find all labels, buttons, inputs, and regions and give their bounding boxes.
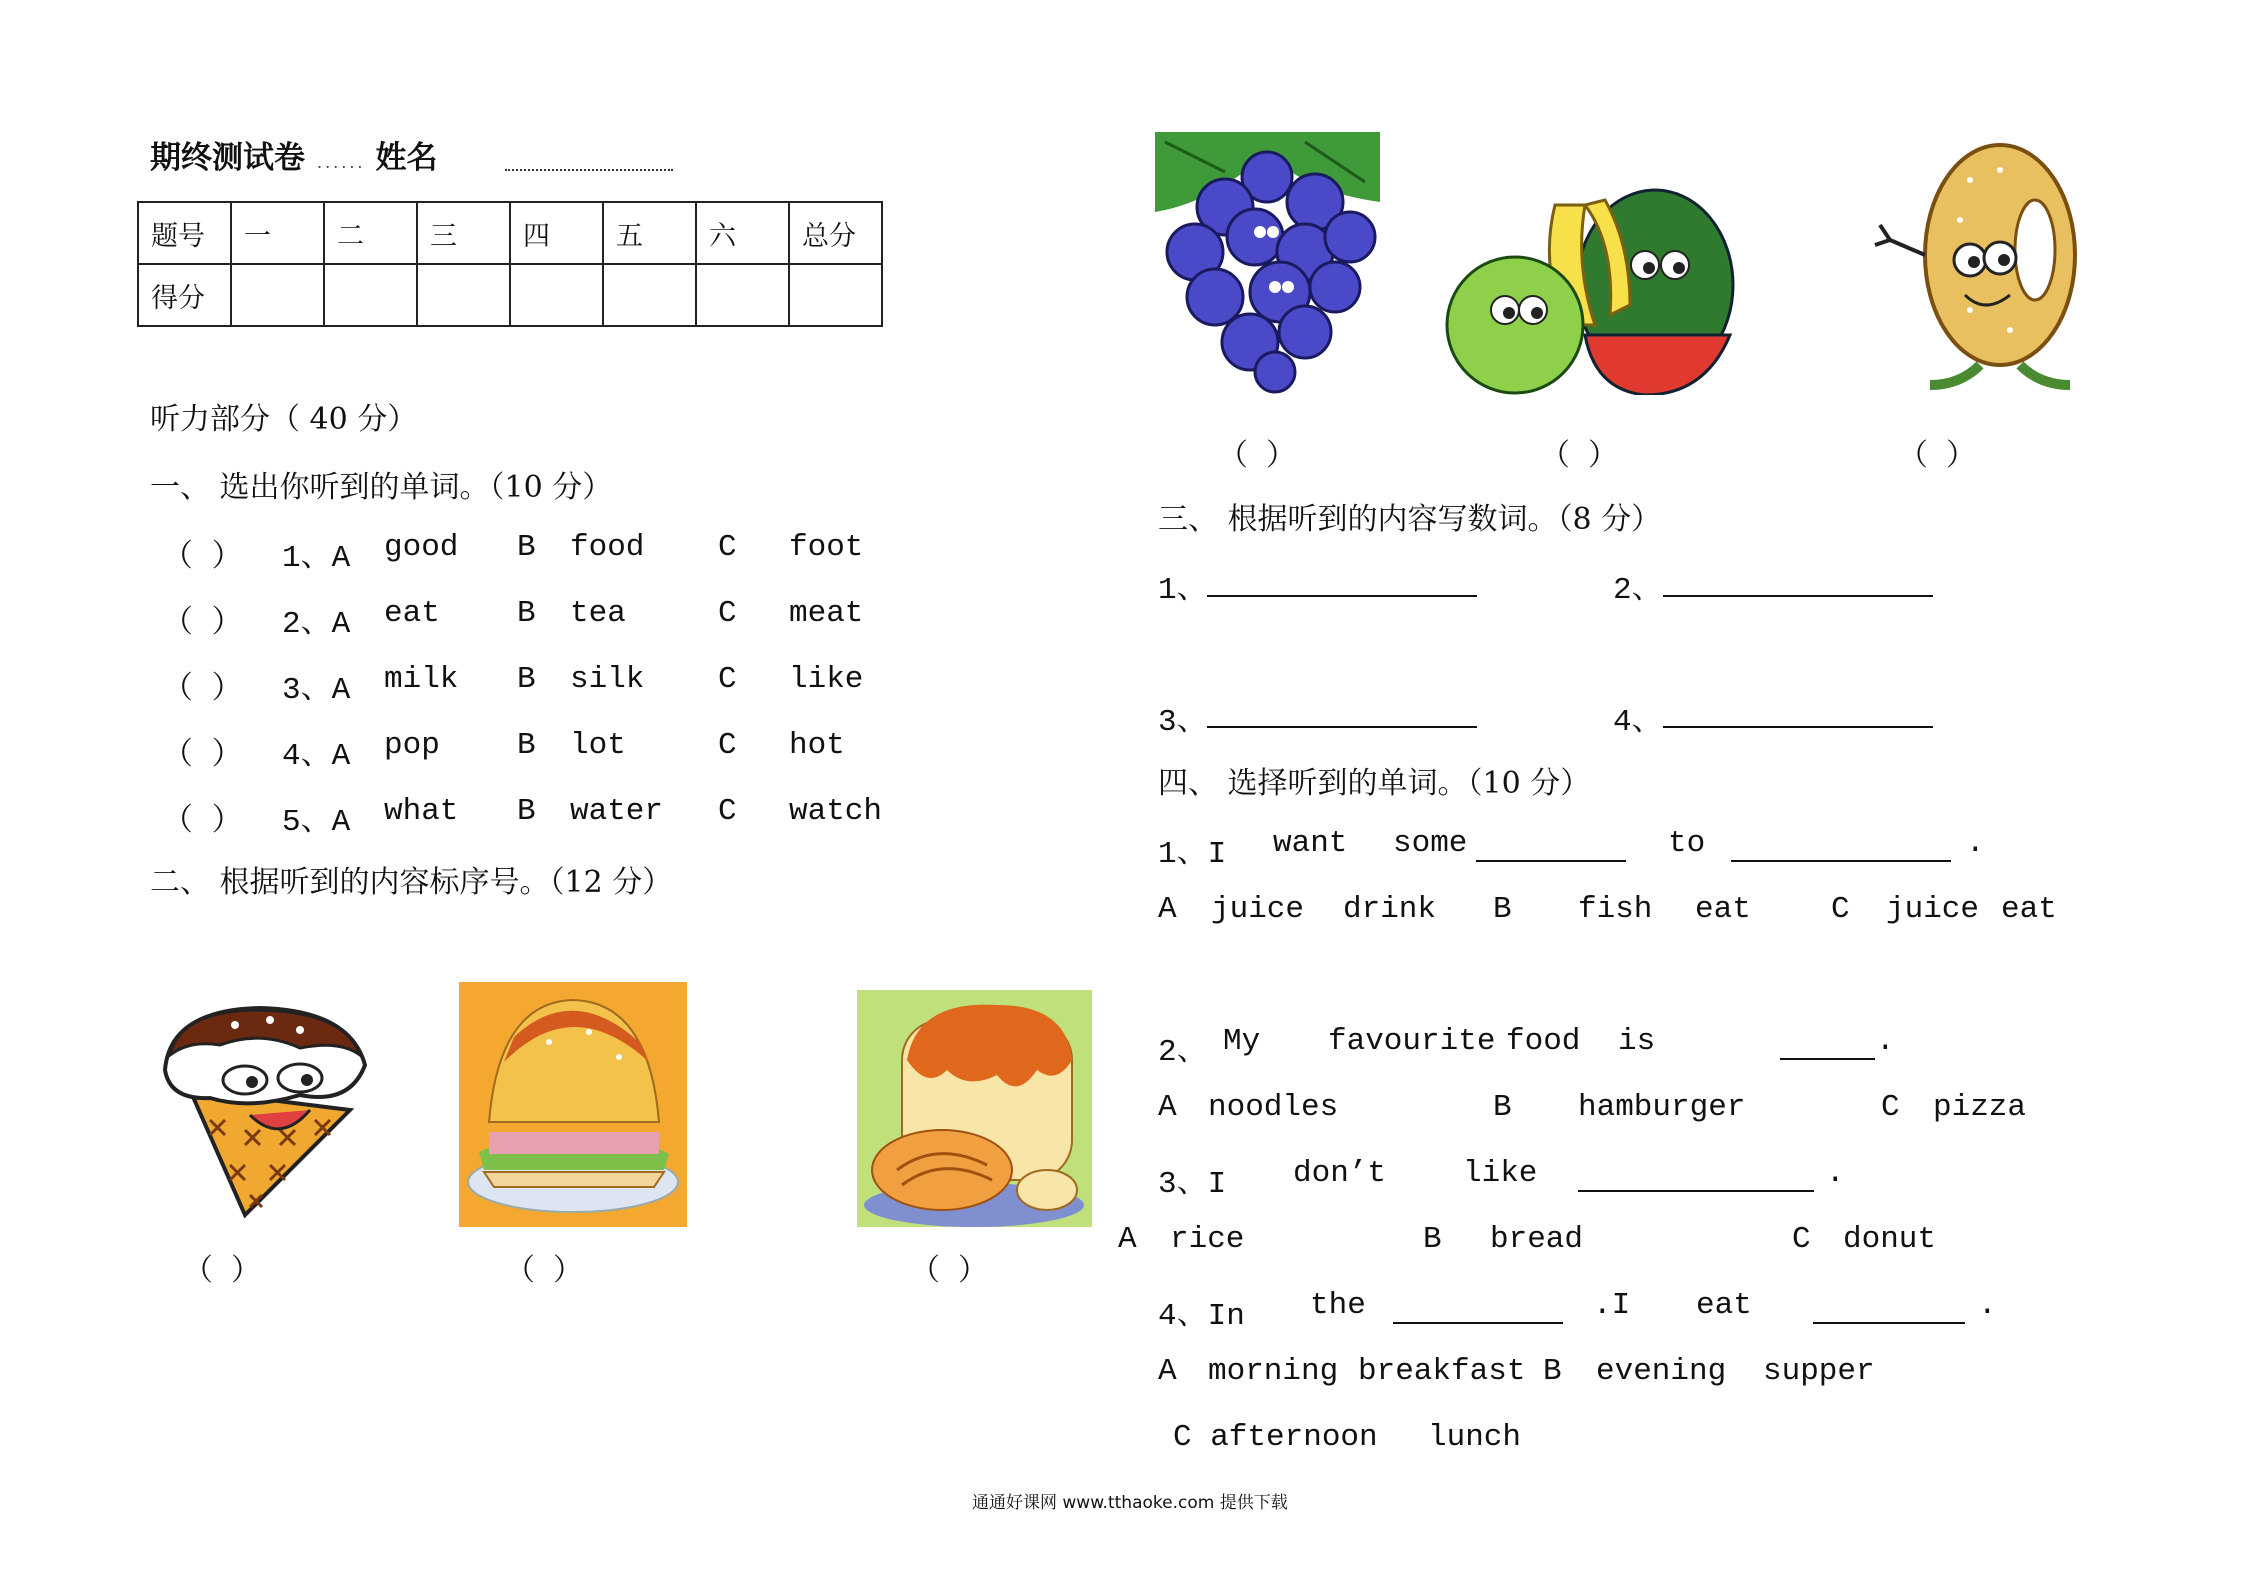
exam-title: 期终测试卷 <box>150 140 305 176</box>
q-word: some <box>1393 826 1468 861</box>
blank-label-2: 2、 <box>1613 573 1663 608</box>
q-word: eat <box>1696 1288 1752 1323</box>
option-word: rice <box>1170 1222 1245 1257</box>
table-cell: 题号 <box>138 202 231 264</box>
option-word: supper <box>1763 1354 1875 1389</box>
answer-paren[interactable]: （ ） <box>162 739 243 774</box>
hamburger-icon <box>459 982 687 1227</box>
q-word: . <box>1826 1156 1845 1191</box>
option-label: C <box>1881 1090 1900 1125</box>
q-word: 4、In <box>1158 1299 1245 1334</box>
option-word: juice <box>1211 892 1305 927</box>
grapes-icon <box>1155 132 1380 394</box>
table-cell: 总分 <box>789 202 882 264</box>
answer-blank[interactable] <box>1393 1322 1563 1324</box>
answer-paren[interactable]: （ ） <box>1540 441 1619 475</box>
answer-paren[interactable]: （ ） <box>1898 441 1977 475</box>
option-b: water <box>570 794 664 829</box>
q-word: 2、 <box>1158 1035 1208 1070</box>
score-input-cell[interactable] <box>231 264 324 326</box>
answer-paren[interactable]: （ ） <box>505 1256 584 1290</box>
option-b: tea <box>570 596 626 631</box>
options-1 <box>1158 892 2058 932</box>
table-row <box>138 264 882 326</box>
ice-cream-cone-icon <box>150 1000 380 1225</box>
option-b-label: B <box>517 596 536 631</box>
option-a: good <box>384 530 459 565</box>
option-word: donut <box>1843 1222 1937 1257</box>
answer-paren[interactable]: （ ） <box>162 673 243 708</box>
number-blank-4[interactable] <box>1663 726 1933 728</box>
options-3 <box>1118 1222 2018 1262</box>
blank-label-4: 4、 <box>1613 705 1663 740</box>
q-word: favourite <box>1328 1024 1496 1059</box>
option-label: B <box>1423 1222 1442 1257</box>
option-word: lunch <box>1428 1420 1522 1455</box>
option-label: C <box>1792 1222 1811 1257</box>
score-input-cell[interactable] <box>603 264 696 326</box>
table-cell: 四 <box>510 202 603 264</box>
option-b-label: B <box>517 728 536 763</box>
q-word: like <box>1463 1156 1538 1191</box>
name-label: 姓名 <box>375 140 438 176</box>
blank-label-3: 3、 <box>1158 705 1208 740</box>
option-word: juice <box>1886 892 1980 927</box>
fruit-group-icon <box>1445 185 1735 395</box>
q-word: don’t <box>1293 1156 1387 1191</box>
q-word: 1、I <box>1158 837 1227 872</box>
answer-blank[interactable] <box>1813 1322 1965 1324</box>
answer-blank[interactable] <box>1731 860 1951 862</box>
question-4 <box>1158 1288 2058 1334</box>
option-label: B <box>1493 1090 1512 1125</box>
q-word: .I <box>1593 1288 1631 1323</box>
option-label: A <box>1158 1354 1177 1389</box>
page-title <box>150 132 438 177</box>
option-c: hot <box>789 728 845 763</box>
option-label: A <box>1118 1222 1137 1257</box>
option-word: pizza <box>1933 1090 2027 1125</box>
option-word: C afternoon <box>1173 1420 1378 1455</box>
options-2 <box>1158 1090 2058 1130</box>
q-word: want <box>1273 826 1348 861</box>
section1-heading: 一、 选出你听到的单词。（10 分） <box>150 470 613 505</box>
question-2 <box>1158 1024 2058 1070</box>
score-input-cell[interactable] <box>696 264 789 326</box>
options-4 <box>1158 1354 2058 1394</box>
answer-paren[interactable]: （ ） <box>1218 441 1297 475</box>
table-row <box>138 202 882 264</box>
q-word: . <box>1978 1288 1997 1323</box>
option-c: foot <box>789 530 864 565</box>
option-word: hamburger <box>1578 1090 1746 1125</box>
question-3 <box>1158 1156 2058 1202</box>
score-input-cell[interactable] <box>417 264 510 326</box>
option-label: B <box>1493 892 1512 927</box>
q-word: the <box>1310 1288 1366 1323</box>
option-b-label: B <box>517 794 536 829</box>
section2-heading: 二、 根据听到的内容标序号。（12 分） <box>150 865 673 900</box>
option-c-label: C <box>718 530 737 565</box>
option-c-label: C <box>718 596 737 631</box>
option-c: like <box>789 662 864 697</box>
q-word: is <box>1618 1024 1656 1059</box>
option-word: eat <box>1695 892 1751 927</box>
option-b: silk <box>570 662 645 697</box>
option-c-label: C <box>718 794 737 829</box>
option-b-label: B <box>517 530 536 565</box>
q-word: 3、I <box>1158 1167 1227 1202</box>
option-word: drink <box>1343 892 1437 927</box>
score-input-cell[interactable] <box>324 264 417 326</box>
bread-icon <box>857 990 1092 1227</box>
score-input-cell[interactable] <box>510 264 603 326</box>
answer-paren[interactable]: （ ） <box>183 1256 262 1290</box>
option-c: watch <box>789 794 883 829</box>
option-word: evening <box>1596 1354 1727 1389</box>
option-word: bread <box>1490 1222 1584 1257</box>
option-b-label: B <box>517 662 536 697</box>
score-table <box>137 201 883 327</box>
section3-heading: 三、 根据听到的内容写数词。（8 分） <box>1158 502 1662 537</box>
table-cell: 一 <box>231 202 324 264</box>
option-word: noodles <box>1208 1090 1339 1125</box>
answer-blank[interactable] <box>1780 1058 1875 1060</box>
option-label: B <box>1543 1354 1562 1389</box>
item-number: 4、A <box>282 739 351 774</box>
q-word: . <box>1966 826 1985 861</box>
q-word: to <box>1668 826 1706 861</box>
blank-label-1: 1、 <box>1158 573 1208 608</box>
option-a: what <box>384 794 459 829</box>
section4-heading: 四、 选择听到的单词。（10 分） <box>1158 766 1591 801</box>
item-number: 2、A <box>282 607 351 642</box>
option-a: milk <box>384 662 459 697</box>
table-cell: 五 <box>603 202 696 264</box>
score-input-cell[interactable] <box>789 264 882 326</box>
question-1 <box>1158 826 2058 872</box>
footer-credit: 通通好课网 www.tthaoke.com 提供下载 <box>972 1493 1288 1513</box>
option-label: C <box>1831 892 1850 927</box>
item-number: 3、A <box>282 673 351 708</box>
option-b: lot <box>570 728 626 763</box>
answer-blank[interactable] <box>1578 1190 1814 1192</box>
option-word: eat <box>2001 892 2057 927</box>
table-cell: 得分 <box>138 264 231 326</box>
option-label: A <box>1158 892 1177 927</box>
q-word: food <box>1506 1024 1581 1059</box>
item-number: 5、A <box>282 805 351 840</box>
answer-paren[interactable]: （ ） <box>162 607 243 642</box>
table-cell: 六 <box>696 202 789 264</box>
table-cell: 三 <box>417 202 510 264</box>
option-word: fish <box>1578 892 1653 927</box>
listening-heading: 听力部分（ 40 分） <box>150 402 418 437</box>
name-field[interactable] <box>505 169 673 171</box>
number-blank-1[interactable] <box>1207 595 1477 597</box>
answer-paren[interactable]: （ ） <box>162 541 243 576</box>
option-b: food <box>570 530 645 565</box>
option-word: morning <box>1208 1354 1339 1389</box>
option-c-label: C <box>718 662 737 697</box>
answer-paren[interactable]: （ ） <box>162 805 243 840</box>
option-label: A <box>1158 1090 1177 1125</box>
number-blank-2[interactable] <box>1663 595 1933 597</box>
q-word: . <box>1876 1024 1895 1059</box>
item-number: 1、A <box>282 541 351 576</box>
title-dots: ...... <box>317 153 366 172</box>
number-blank-3[interactable] <box>1207 726 1477 728</box>
option-c: meat <box>789 596 864 631</box>
table-cell: 二 <box>324 202 417 264</box>
option-c-label: C <box>718 728 737 763</box>
options-4-continued <box>1173 1420 1773 1460</box>
donut-icon <box>1870 140 2090 395</box>
option-a: pop <box>384 728 440 763</box>
option-a: eat <box>384 596 440 631</box>
answer-paren[interactable]: （ ） <box>910 1256 989 1290</box>
answer-blank[interactable] <box>1476 860 1626 862</box>
option-word: breakfast <box>1358 1354 1526 1389</box>
q-word: My <box>1223 1024 1261 1059</box>
